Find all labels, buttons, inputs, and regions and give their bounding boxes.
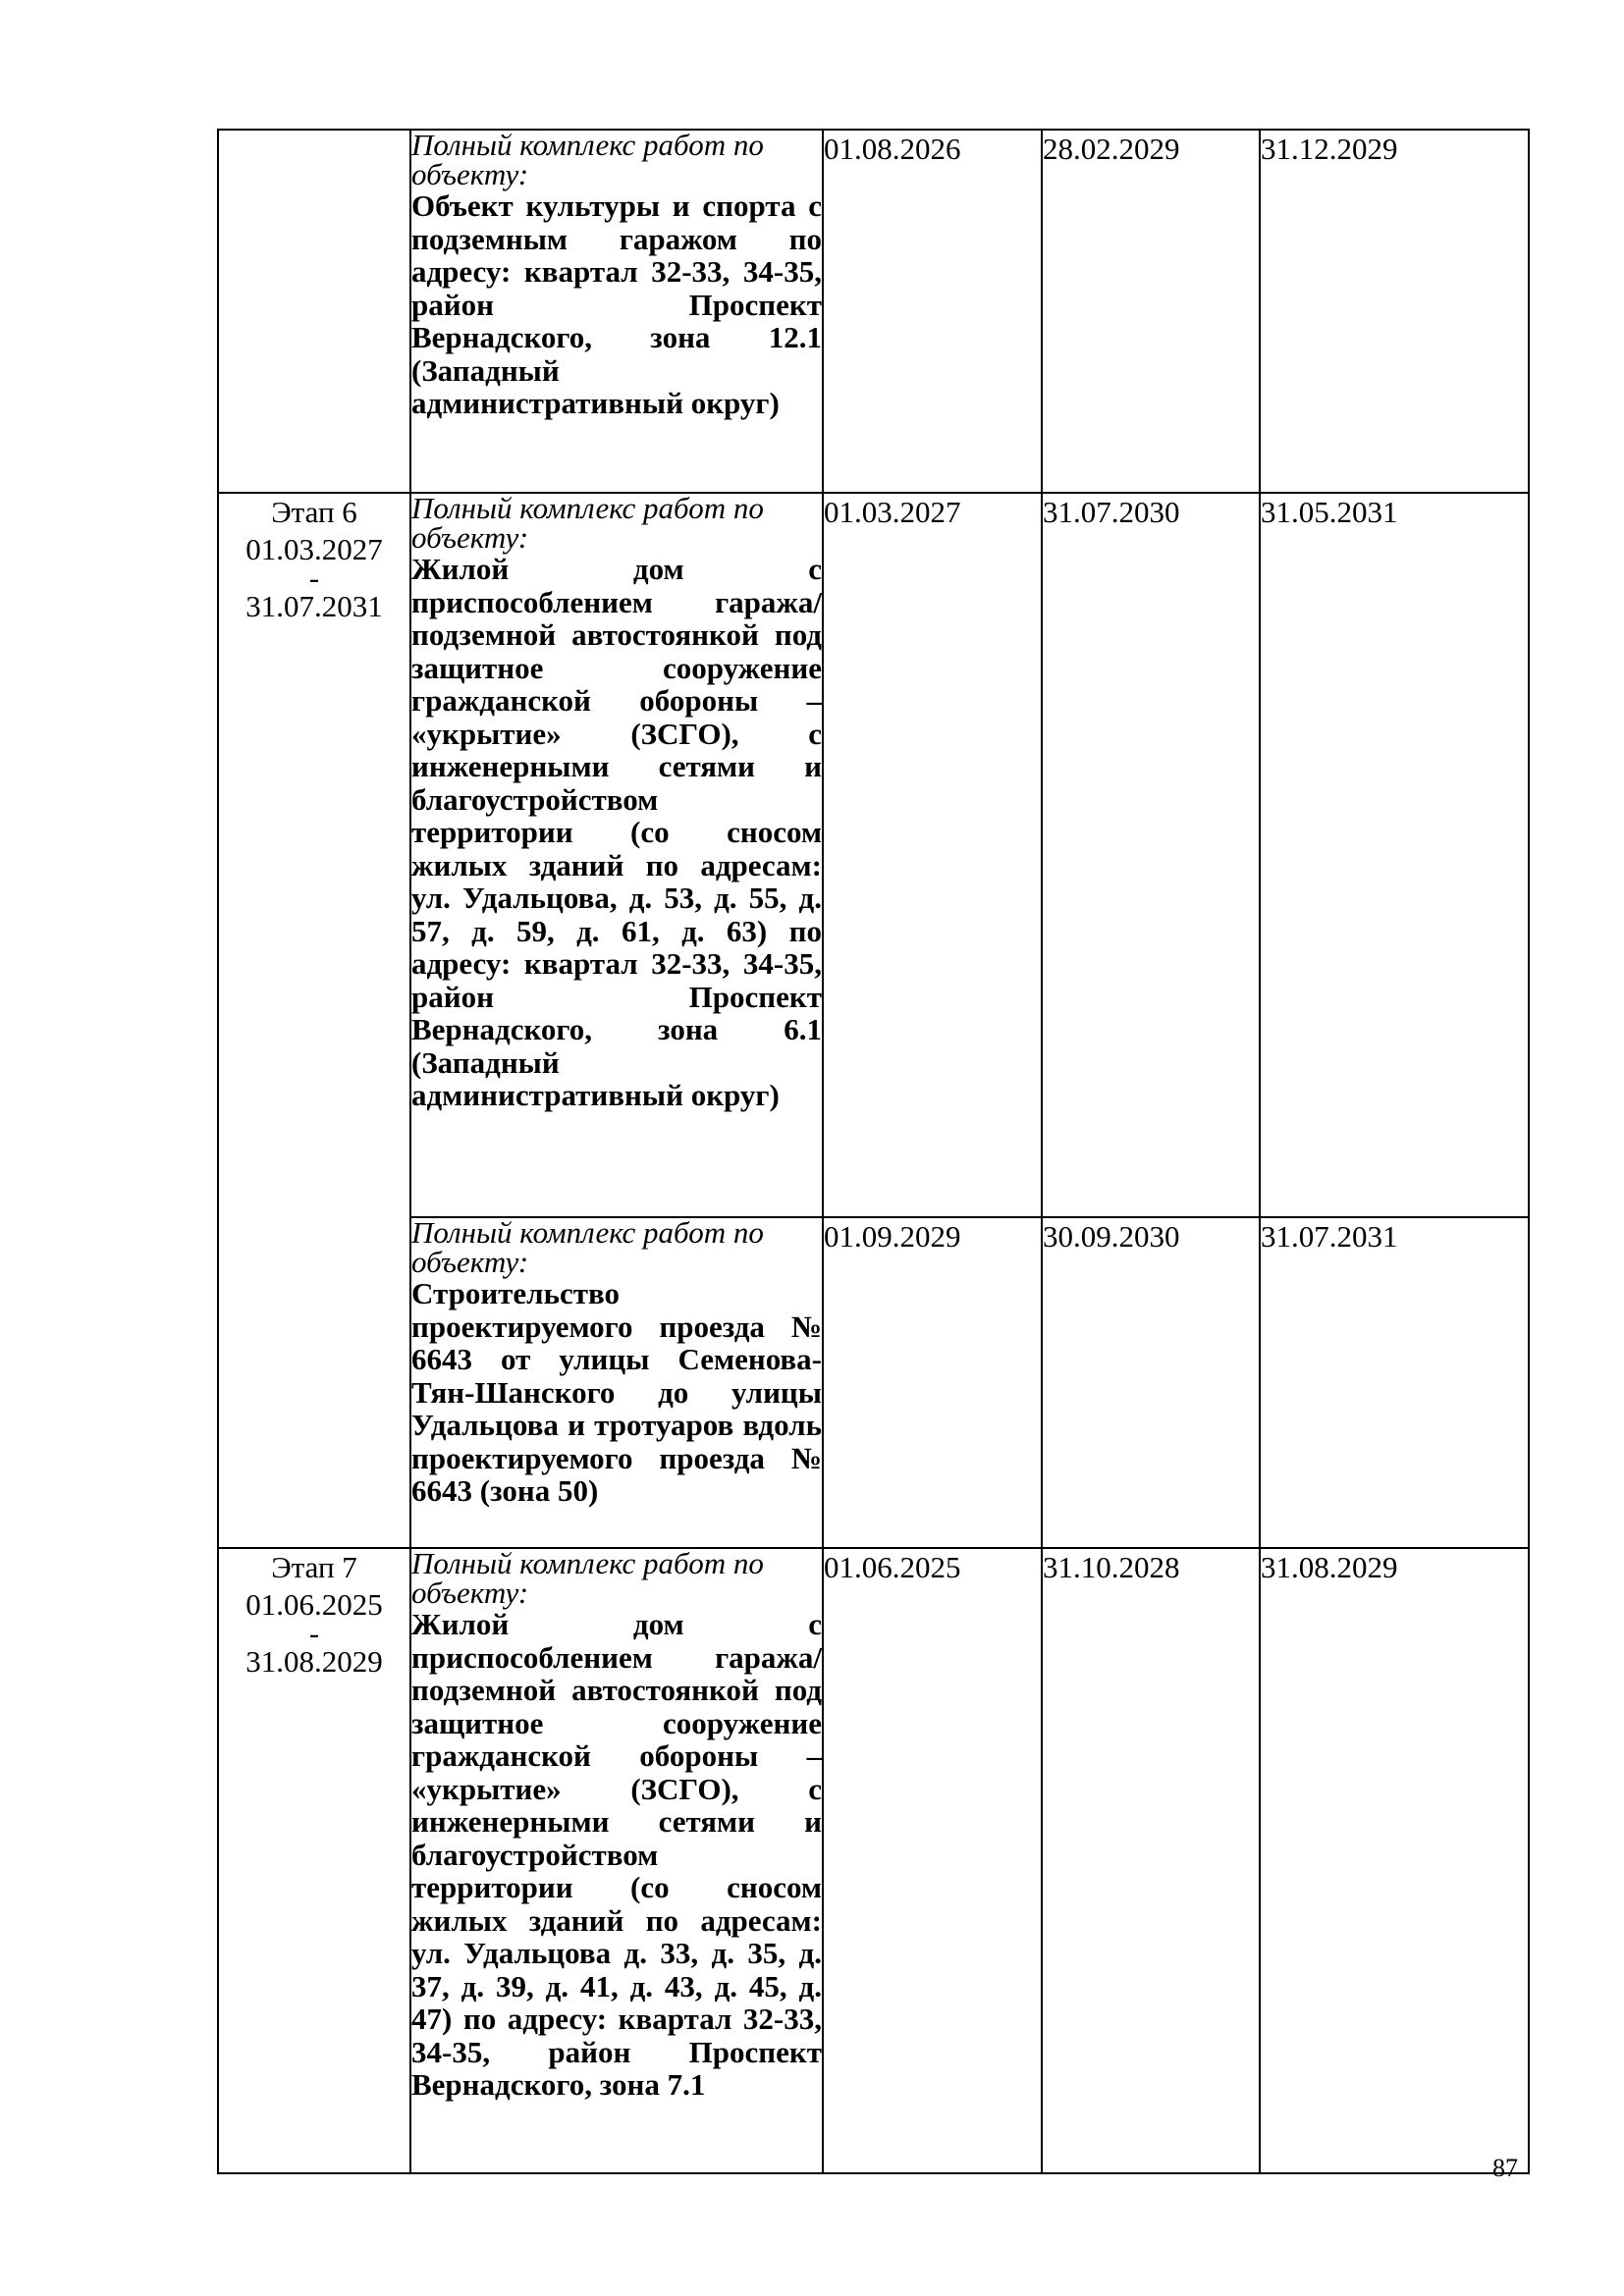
work-intro: Полный комплекс работ по объекту: [411,1215,764,1279]
stage-end: 31.07.2031 [245,589,383,623]
schedule-table [217,129,1530,2174]
work-intro: Полный комплекс работ по объекту: [411,1546,764,1610]
table-row [218,1548,1529,2173]
start-date: 01.09.2029 [823,1217,1042,1548]
final-date: 31.12.2029 [1260,130,1529,493]
work-cell [410,1548,823,2173]
final-date: 31.07.2031 [1260,1217,1529,1548]
table-row [218,130,1529,493]
completion-date: 31.07.2030 [1042,493,1260,1217]
work-cell [410,130,823,493]
stage-name: Этап 6 [271,495,357,529]
completion-date: 28.02.2029 [1042,130,1260,493]
stage-start: 01.03.2027 [245,532,383,566]
stage-separator: - [308,1616,320,1650]
start-date: 01.08.2026 [823,130,1042,493]
work-description: Строительство проектируемого проезда № 6643 от улицы Семенова-Тян-Шанского до улицы Удальцова и тротуаров вдоль проектируемого проезда № 6643 (зона 50) [411,1276,822,1508]
page-number: 87 [1492,2154,1518,2182]
work-description: Жилой дом с приспособлением гаража/подземной автостоянкой под защитное сооружение гражданской обороны – «укрытие» (ЗСГО), с инженерными сетями и благоустройством территории (со сносом жилых зданий по адресам: ул. Удальцова д. 33, д. 35, д. 37, д. 39, д. 41, д. 43, д. 45, д. 47) по адресу: квартал 32-33, 34-35, район Проспект Вернадского, зона 7.1 [411,1607,822,2102]
stage-cell [218,493,410,1548]
stage-name: Этап 7 [271,1550,357,1584]
table-row [218,493,1529,1217]
start-date: 01.03.2027 [823,493,1042,1217]
start-date: 01.06.2025 [823,1548,1042,2173]
stage-start: 01.06.2025 [245,1587,383,1622]
work-intro: Полный комплекс работ по объекту: [411,128,764,191]
final-date: 31.05.2031 [1260,493,1529,1217]
work-description: Объект культуры и спорта с подземным гаражом по адресу: квартал 32-33, 34-35, район Проспект Вернадского, зона 12.1 (Западный административный округ) [411,188,822,420]
stage-separator: - [308,561,320,595]
completion-date: 31.10.2028 [1042,1548,1260,2173]
completion-date: 30.09.2030 [1042,1217,1260,1548]
stage-end: 31.08.2029 [245,1644,383,1679]
work-cell [410,1217,823,1548]
final-date: 31.08.2029 [1260,1548,1529,2173]
work-cell [410,493,823,1217]
work-description: Жилой дом с приспособлением гаража/подземной автостоянкой под защитное сооружение гражданской обороны – «укрытие» (ЗСГО), с инженерными сетями и благоустройством территории (со сносом жилых зданий по адресам: ул. Удальцова, д. 53, д. 55, д. 57, д. 59, д. 61, д. 63) по адресу: квартал 32-33, 34-35, район Проспект Вернадского, зона 6.1 (Западный административный округ) [411,552,822,1112]
work-intro: Полный комплекс работ по объекту: [411,491,764,555]
stage-cell [218,1548,410,2173]
stage-cell [218,130,410,493]
table-row [218,1217,1529,1548]
